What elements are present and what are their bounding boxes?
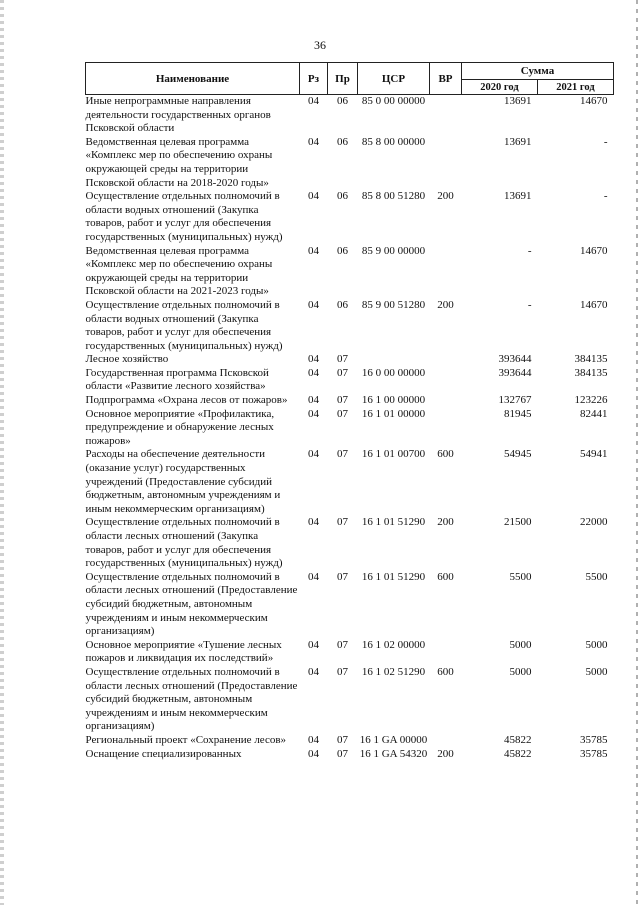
row-vr: 600 <box>437 665 454 678</box>
row-sum-2021: 35785 <box>580 747 608 760</box>
row-rz: 04 <box>308 665 319 678</box>
row-vr <box>430 408 462 449</box>
row-vr <box>430 639 462 666</box>
row-rz: 04 <box>308 448 319 461</box>
row-sum-2020: 393644 <box>498 353 532 366</box>
table-row <box>86 734 614 748</box>
row-pr: 06 <box>337 244 348 257</box>
row-pr: 07 <box>337 733 348 746</box>
row-pr: 07 <box>337 394 348 407</box>
header-pr: Пр <box>328 63 358 95</box>
row-vr: 600 <box>437 448 454 461</box>
row-name: Расходы на обеспечение деятельности (оказание услуг) государственных учреждений (Предоставление субсидий бюджетным, автономным учреждениям и иным некоммерческим организациям) <box>85 448 281 515</box>
row-name: Оснащение специализированных <box>85 747 242 760</box>
row-name: Основное мероприятие «Тушение лесных пожаров и ликвидация их последствий» <box>85 638 282 665</box>
row-sum-2020: 45822 <box>504 733 532 746</box>
row-vr: 600 <box>437 570 454 583</box>
row-pr: 06 <box>337 135 348 148</box>
row-rz: 04 <box>308 95 319 107</box>
row-sum-2021: 123226 <box>574 394 608 407</box>
table-row <box>86 95 614 136</box>
row-vr <box>430 367 462 394</box>
row-csr: 85 8 00 00000 <box>361 135 426 148</box>
row-sum-2020: 13691 <box>504 95 532 107</box>
row-sum-2020: - <box>527 298 532 311</box>
row-vr <box>430 353 462 367</box>
row-name: Осуществление отдельных полномочий в области лесных отношений (Предоставление субсидий бюджетным, автономным учреждениям и иным некоммерческим организациям) <box>85 665 298 733</box>
row-vr <box>430 394 462 408</box>
row-csr: 16 1 01 00000 <box>361 407 426 420</box>
header-vr: ВР <box>430 63 462 95</box>
row-name: Осуществление отдельных полномочий в области водных отношений (Закупка товаров, работ и услуг для обеспечения государственных (муниципальных) нужд) <box>85 190 283 243</box>
row-vr <box>430 734 462 748</box>
page-number: 36 <box>314 38 326 52</box>
header-csr: ЦСР <box>358 63 430 95</box>
row-sum-2021: 5000 <box>585 665 608 678</box>
table-header <box>86 63 614 95</box>
row-sum-2021: 14670 <box>580 244 608 257</box>
header-name: Наименование <box>86 63 300 95</box>
row-sum-2020: 5000 <box>509 638 532 651</box>
row-csr: 85 0 00 00000 <box>361 95 426 107</box>
row-pr: 07 <box>337 353 348 366</box>
row-name: Лесное хозяйство <box>85 353 169 366</box>
row-rz: 04 <box>308 638 319 651</box>
table-body <box>86 95 614 762</box>
row-rz: 04 <box>308 135 319 148</box>
row-rz: 04 <box>308 407 319 420</box>
scan-edge-right <box>636 0 638 905</box>
row-name: Осуществление отдельных полномочий в области водных отношений (Закупка товаров, работ и услуг для обеспечения государственных (муниципальных) нужд) <box>85 298 283 352</box>
row-name: Ведомственная целевая программа «Комплекс мер по обеспечению охраны окружающей среды на территории Псковской области на 2018-2020 годы» <box>85 135 273 189</box>
row-pr: 07 <box>337 747 348 760</box>
table-row <box>86 571 614 639</box>
scan-edge-left <box>0 0 4 905</box>
row-sum-2021: 22000 <box>580 516 608 529</box>
table-row <box>86 299 614 353</box>
table-row <box>86 353 614 367</box>
table-row <box>86 408 614 449</box>
row-pr: 06 <box>337 95 348 107</box>
table-row <box>86 448 614 516</box>
row-vr: 200 <box>437 298 454 311</box>
row-name: Ведомственная целевая программа «Комплекс мер по обеспечению охраны окружающей среды на территории Псковской области на 2021-2023 годы» <box>85 244 273 298</box>
row-name: Основное мероприятие «Профилактика, предупреждение и обнаружение лесных пожаров» <box>85 407 275 447</box>
row-csr: 16 1 02 51290 <box>361 665 426 678</box>
row-pr: 07 <box>337 448 348 461</box>
row-name: Государственная программа Псковской области «Развитие лесного хозяйства» <box>85 366 269 393</box>
row-sum-2020: 81945 <box>504 407 532 420</box>
header-year-2020: 2020 год <box>462 80 538 95</box>
row-vr <box>430 245 462 299</box>
row-csr: 16 1 01 51290 <box>361 516 426 529</box>
row-sum-2021: 14670 <box>580 95 608 107</box>
row-name: Иные непрограммные направления деятельности государственных органов Псковской области <box>85 95 271 135</box>
row-vr <box>430 136 462 190</box>
row-sum-2021: 5000 <box>585 638 608 651</box>
row-sum-2021: 14670 <box>580 298 608 311</box>
row-csr: 16 1 01 51290 <box>361 570 426 583</box>
row-sum-2021: 35785 <box>580 733 608 746</box>
row-csr: 16 1 02 00000 <box>361 638 426 651</box>
row-pr: 06 <box>337 190 348 203</box>
table-row <box>86 666 614 734</box>
row-sum-2020: 54945 <box>504 448 532 461</box>
row-name: Региональный проект «Сохранение лесов» <box>85 733 287 746</box>
row-rz: 04 <box>308 516 319 529</box>
row-csr <box>358 353 430 367</box>
row-csr: 16 0 00 00000 <box>361 366 426 379</box>
header-year-2021: 2021 год <box>538 80 614 95</box>
row-rz: 04 <box>308 298 319 311</box>
row-sum-2021: 54941 <box>580 448 608 461</box>
row-vr: 200 <box>437 190 454 203</box>
row-vr <box>430 95 462 136</box>
row-csr: 85 8 00 51280 <box>361 190 426 203</box>
row-sum-2020: 45822 <box>504 747 532 760</box>
row-pr: 06 <box>337 298 348 311</box>
row-rz: 04 <box>308 570 319 583</box>
row-sum-2020: 5000 <box>509 665 532 678</box>
row-sum-2020: 13691 <box>504 135 532 148</box>
row-sum-2020: 132767 <box>498 394 532 407</box>
row-sum-2020: 13691 <box>504 190 532 203</box>
row-name: Осуществление отдельных полномочий в области лесных отношений (Предоставление субсидий бюджетным, автономным учреждениям и иным некоммерческим организациям) <box>85 570 298 638</box>
row-name: Подпрограмма «Охрана лесов от пожаров» <box>85 394 288 407</box>
row-sum-2021: 384135 <box>574 366 608 379</box>
row-pr: 07 <box>337 570 348 583</box>
row-sum-2020: 393644 <box>498 366 532 379</box>
row-pr: 07 <box>337 665 348 678</box>
row-rz: 04 <box>308 244 319 257</box>
table-row <box>86 516 614 570</box>
table-row <box>86 245 614 299</box>
row-vr: 200 <box>437 516 454 529</box>
row-rz: 04 <box>308 747 319 760</box>
row-sum-2020: - <box>527 244 532 257</box>
row-csr: 16 1 GA 54320 <box>359 747 428 760</box>
row-pr: 07 <box>337 366 348 379</box>
row-name: Осуществление отдельных полномочий в области лесных отношений (Закупка товаров, работ и услуг для обеспечения государственных (муниципальных) нужд) <box>85 516 283 570</box>
table-row <box>86 190 614 244</box>
row-pr: 07 <box>337 407 348 420</box>
header-rz: Рз <box>300 63 328 95</box>
table-row <box>86 639 614 666</box>
row-sum-2021: 384135 <box>574 353 608 366</box>
table-row <box>86 394 614 408</box>
table-row <box>86 367 614 394</box>
row-rz: 04 <box>308 733 319 746</box>
row-rz: 04 <box>308 353 319 366</box>
row-pr: 07 <box>337 638 348 651</box>
row-rz: 04 <box>308 190 319 203</box>
table-row <box>86 136 614 190</box>
row-vr: 200 <box>437 747 454 760</box>
row-csr: 85 9 00 51280 <box>361 298 426 311</box>
row-sum-2020: 21500 <box>504 516 532 529</box>
row-csr: 16 1 GA 00000 <box>359 733 428 746</box>
row-csr: 16 1 00 00000 <box>361 394 426 407</box>
row-pr: 07 <box>337 516 348 529</box>
row-csr: 16 1 01 00700 <box>361 448 426 461</box>
row-sum-2020: 5500 <box>509 570 532 583</box>
budget-table <box>85 62 614 761</box>
row-sum-2021: - <box>603 190 608 203</box>
row-sum-2021: 5500 <box>585 570 608 583</box>
row-csr: 85 9 00 00000 <box>361 244 426 257</box>
row-rz: 04 <box>308 394 319 407</box>
row-rz: 04 <box>308 366 319 379</box>
budget-table-container <box>85 62 613 761</box>
row-sum-2021: - <box>603 135 608 148</box>
table-row <box>86 748 614 762</box>
row-sum-2021: 82441 <box>580 407 608 420</box>
header-sum: Сумма <box>462 63 614 80</box>
